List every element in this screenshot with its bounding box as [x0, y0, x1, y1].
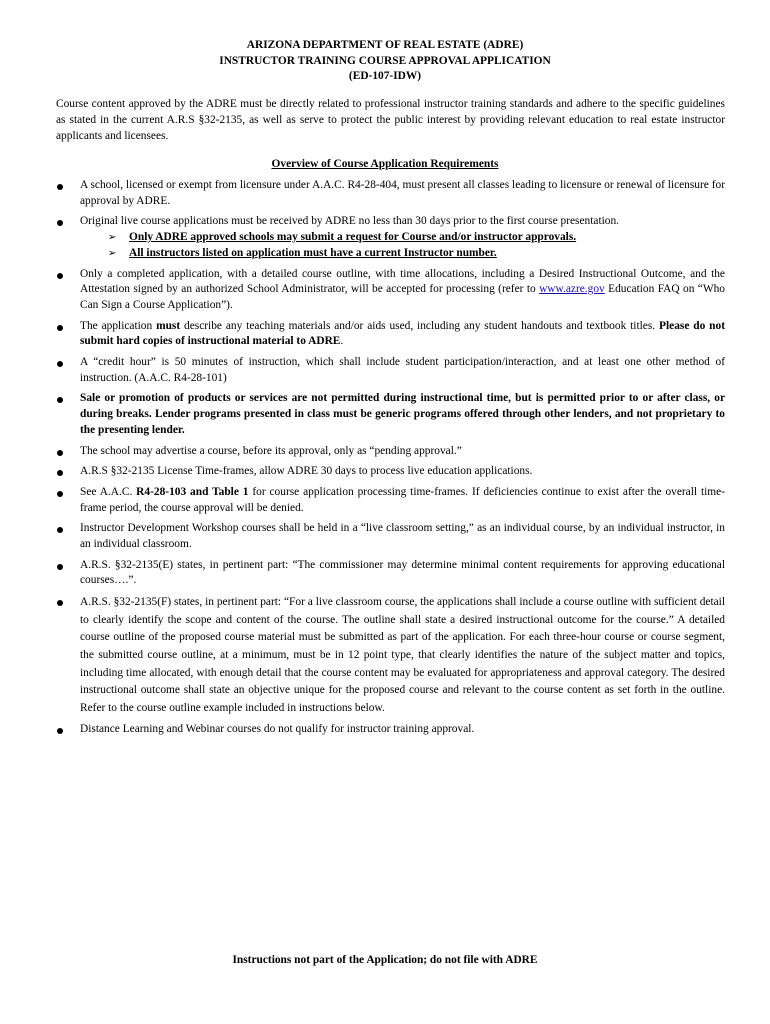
sub-list-item: [108, 230, 725, 246]
bullet-icon: [57, 527, 63, 533]
emphasis-text: Please do not submit hard copies of instructional material to ADRE: [80, 319, 725, 348]
item-text: Instructor Development Workshop courses shall be held in a “live classroom setting,” as an individual course, by an individual instructor, in an individual classroom.: [80, 522, 725, 551]
bullet-icon: [57, 184, 63, 190]
list-item: [56, 319, 725, 350]
item-text: The school may advertise a course, before its approval, only as “pending approval.”: [80, 444, 462, 457]
item-text: Education FAQ on “Who Can Sign a Course Application”).: [80, 283, 725, 311]
header-form-number: (ED-107-IDW): [348, 70, 422, 83]
list-item: [56, 485, 725, 516]
list-item: [56, 722, 725, 738]
item-text: A “credit hour” is 50 minutes of instruction, which shall include student participation/interaction, and at least one other method of instruction. (A.A.C. R4-28-101): [80, 356, 725, 384]
overview-heading: Overview of Course Application Requirements: [271, 158, 499, 170]
list-item: [56, 558, 725, 589]
bullet-icon: [57, 470, 63, 476]
arrow-bullet-icon: ➢: [108, 232, 117, 244]
item-text: A school, licensed or exempt from licensure under A.A.C. R4-28-404, must present all classes leading to licensure or renewal of licensure for approval by ADRE.: [80, 179, 725, 207]
item-text: A.R.S §32-2135 License Time-frames, allow ADRE 30 days to process live education applications.: [80, 465, 533, 478]
bullet-icon: [57, 273, 63, 279]
item-text: .: [340, 335, 344, 348]
bullet-icon: [57, 397, 63, 403]
header-agency: ARIZONA DEPARTMENT OF REAL ESTATE (ADRE): [246, 39, 524, 51]
list-item: [56, 391, 725, 438]
intro-paragraph: Course content approved by the ADRE must be directly related to professional instructor training standards and adhere to the specific guidelines as stated in the current A.R.S §32-2135, as well as serve to protect the public interest by providing relevant education to real estate instructor applicants and licensees.: [56, 98, 725, 142]
bullet-icon: [57, 325, 63, 331]
item-text: for course application processing time-frames. If deficiencies continue to exist after the overall time-frame period, the course approval will be denied.: [80, 485, 725, 514]
list-item: [56, 355, 725, 386]
footer-note: Instructions not part of the Application; do not file with ADRE: [232, 954, 538, 966]
bullet-icon: [57, 361, 63, 367]
item-text: Sale or promotion of products or services are not permitted during instructional time, but is permitted prior to or after class, or during breaks. Lender programs presented in class must be generic programs offered through other lenders, and not proprietary to the presenting lender.: [80, 392, 725, 436]
list-item: [56, 521, 725, 552]
header-form-title: INSTRUCTOR TRAINING COURSE APPROVAL APPLICATION: [219, 54, 551, 67]
item-text: A.R.S. §32-2135(E) states, in pertinent part: “The commissioner may determine minimal content requirements for approving educational courses….”.: [80, 558, 725, 587]
bullet-icon: [57, 728, 63, 734]
list-item: [56, 214, 725, 261]
bullet-icon: [57, 450, 63, 456]
document-header: [0, 38, 770, 85]
item-text: Original live course applications must be received by ADRE no less than 30 days prior to the first course presentation.: [80, 215, 620, 228]
arrow-bullet-icon: ➢: [108, 247, 117, 259]
azre-link[interactable]: www.azre.gov: [539, 283, 605, 296]
item-text: Only a completed application, with a detailed course outline, with time allocations, including a Desired Instructional Outcome, and the Attestation signed by an authorized School Administrator, will be accepted for processing (refer to: [80, 267, 725, 296]
item-text: The application: [80, 319, 157, 332]
item-text: Distance Learning and Webinar courses do not qualify for instructor training approval.: [80, 723, 475, 736]
sub-item-text: Only ADRE approved schools may submit a request for Course and/or instructor approvals.: [129, 231, 577, 244]
sub-list: [80, 230, 725, 261]
bullet-icon: [57, 220, 63, 226]
list-item: [56, 267, 725, 314]
bullet-icon: [57, 491, 63, 497]
bullet-icon: [57, 600, 63, 606]
list-item: [56, 464, 725, 480]
item-text: describe any teaching materials and/or aids used, including any student handouts and textbook titles.: [180, 319, 660, 332]
item-text: A.R.S. §32-2135(F) states, in pertinent part: “For a live classroom course, the applications shall include a course outline with sufficient detail to clearly identify the scope and content of the course. The outline shall state a desired instructional outcome for the course.” A detailed course outline of the proposed course material must be submitted as part of the application. For each three-hour course or course segment, the submitted course outline, at a minimum, must be in 12 point type, that clearly identifies the nature of the subject matter and topics, including time allocated, with enough detail that the course content may be evaluated for appropriateness and approval category. The desired instructional outcome shall state an objective unique for the proposed course and relevant to the course content as set forth in the outline. Refer to the course outline example included in instructions below.: [80, 596, 725, 714]
list-item: [56, 594, 725, 717]
item-text: See A.A.C.: [80, 485, 137, 498]
sub-list-item: [108, 246, 725, 262]
list-item: [56, 444, 725, 460]
emphasis-text: must: [156, 319, 181, 332]
bullet-icon: [57, 564, 63, 570]
sub-item-text: All instructors listed on application must have a current Instructor number.: [129, 246, 497, 259]
emphasis-text: R4-28-103 and Table 1: [136, 485, 249, 498]
requirements-list: [56, 178, 725, 743]
list-item: [56, 178, 725, 209]
